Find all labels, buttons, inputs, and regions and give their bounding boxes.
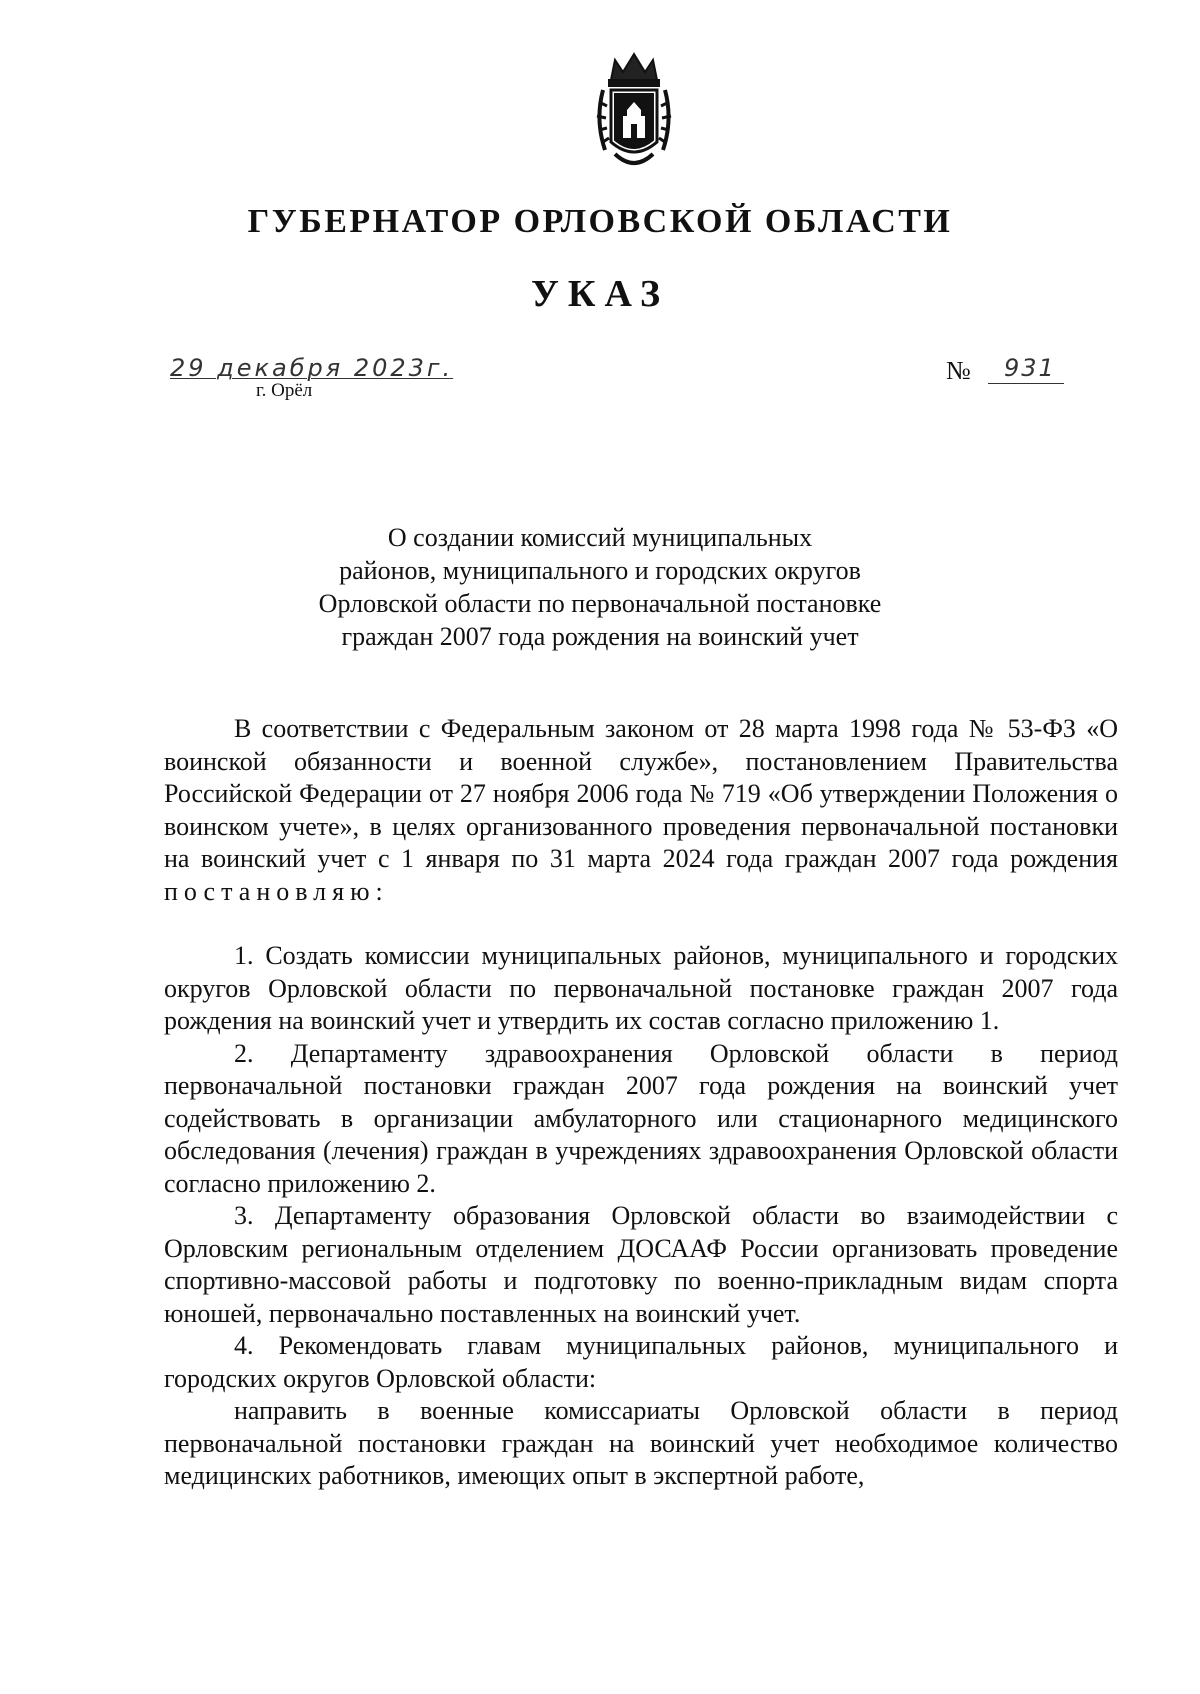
issuing-authority-heading: ГУБЕРНАТОР ОРЛОВСКОЙ ОБЛАСТИ — [247, 203, 953, 240]
decree-word: постановляю: — [164, 876, 389, 906]
number-underline — [988, 383, 1064, 384]
city-label: г. Орёл — [256, 380, 313, 401]
document-type-heading: УКАЗ — [531, 273, 669, 315]
clause-paragraph: 2. Департаменту здравоохранения Орловской области в период первоначальной постановки граждан 2007 года рождения на воинский учет содействовать в организации амбулаторного или стационарного медицинского обследования (лечения) граждан в учреждениях здравоохранения Орловской области согласно приложению 2. — [164, 1038, 1118, 1198]
preamble-paragraph — [164, 713, 1118, 908]
clause-paragraph: направить в военные комиссариаты Орловской области в период первоначальной постановки граждан на воинский учет необходимое количество медицинских работников, имеющих опыт в экспертной работе, — [164, 1396, 1118, 1490]
number-sign: № — [946, 356, 971, 385]
preamble-text: В соответствии с Федеральным законом от 28 марта 1998 года № 53-ФЗ «О воинской обязанности и военной службе», постановлением Правительства Российской Федерации от 27 ноября 2006 года № 719 «Об утверждении Положения о воинском учете», в целях организованного проведения первоначальной постановки на воинский учет с 1 января по 31 марта 2024 года граждан 2007 года рождения — [164, 714, 1118, 873]
clause-paragraph: 1. Создать комиссии муниципальных районов, муниципального и городских округов Орловской области по первоначальной постановке граждан 2007 года рождения на воинский учет и утвердить их состав согласно приложению 1. — [164, 941, 1118, 1035]
document-body — [164, 713, 1118, 1493]
coat-of-arms-icon — [589, 50, 679, 175]
document-title — [300, 521, 900, 653]
signing-date: 29 декабря 2023г. — [170, 354, 454, 382]
document-number-block — [946, 354, 1126, 394]
document-number: 931 — [1004, 354, 1056, 382]
document-title-line: Орловской области по первоначальной постановке — [318, 589, 882, 618]
document-title-line: граждан 2007 года рождения на воинский учет — [341, 622, 859, 651]
clause-paragraph: 3. Департаменту образования Орловской области во взаимодействии с Орловским региональным отделением ДОСААФ России организовать проведение спортивно-массовой работы и подготовку по военно-прикладным видам спорта юношей, первоначально поставленных на воинский учет. — [164, 1201, 1118, 1328]
clause-paragraph: 4. Рекомендовать главам муниципальных районов, муниципального и городских округов Орловской области: — [164, 1331, 1118, 1393]
document-title-line: районов, муниципального и городских округов — [339, 556, 861, 585]
document-title-line: О создании комиссий муниципальных — [387, 523, 813, 552]
